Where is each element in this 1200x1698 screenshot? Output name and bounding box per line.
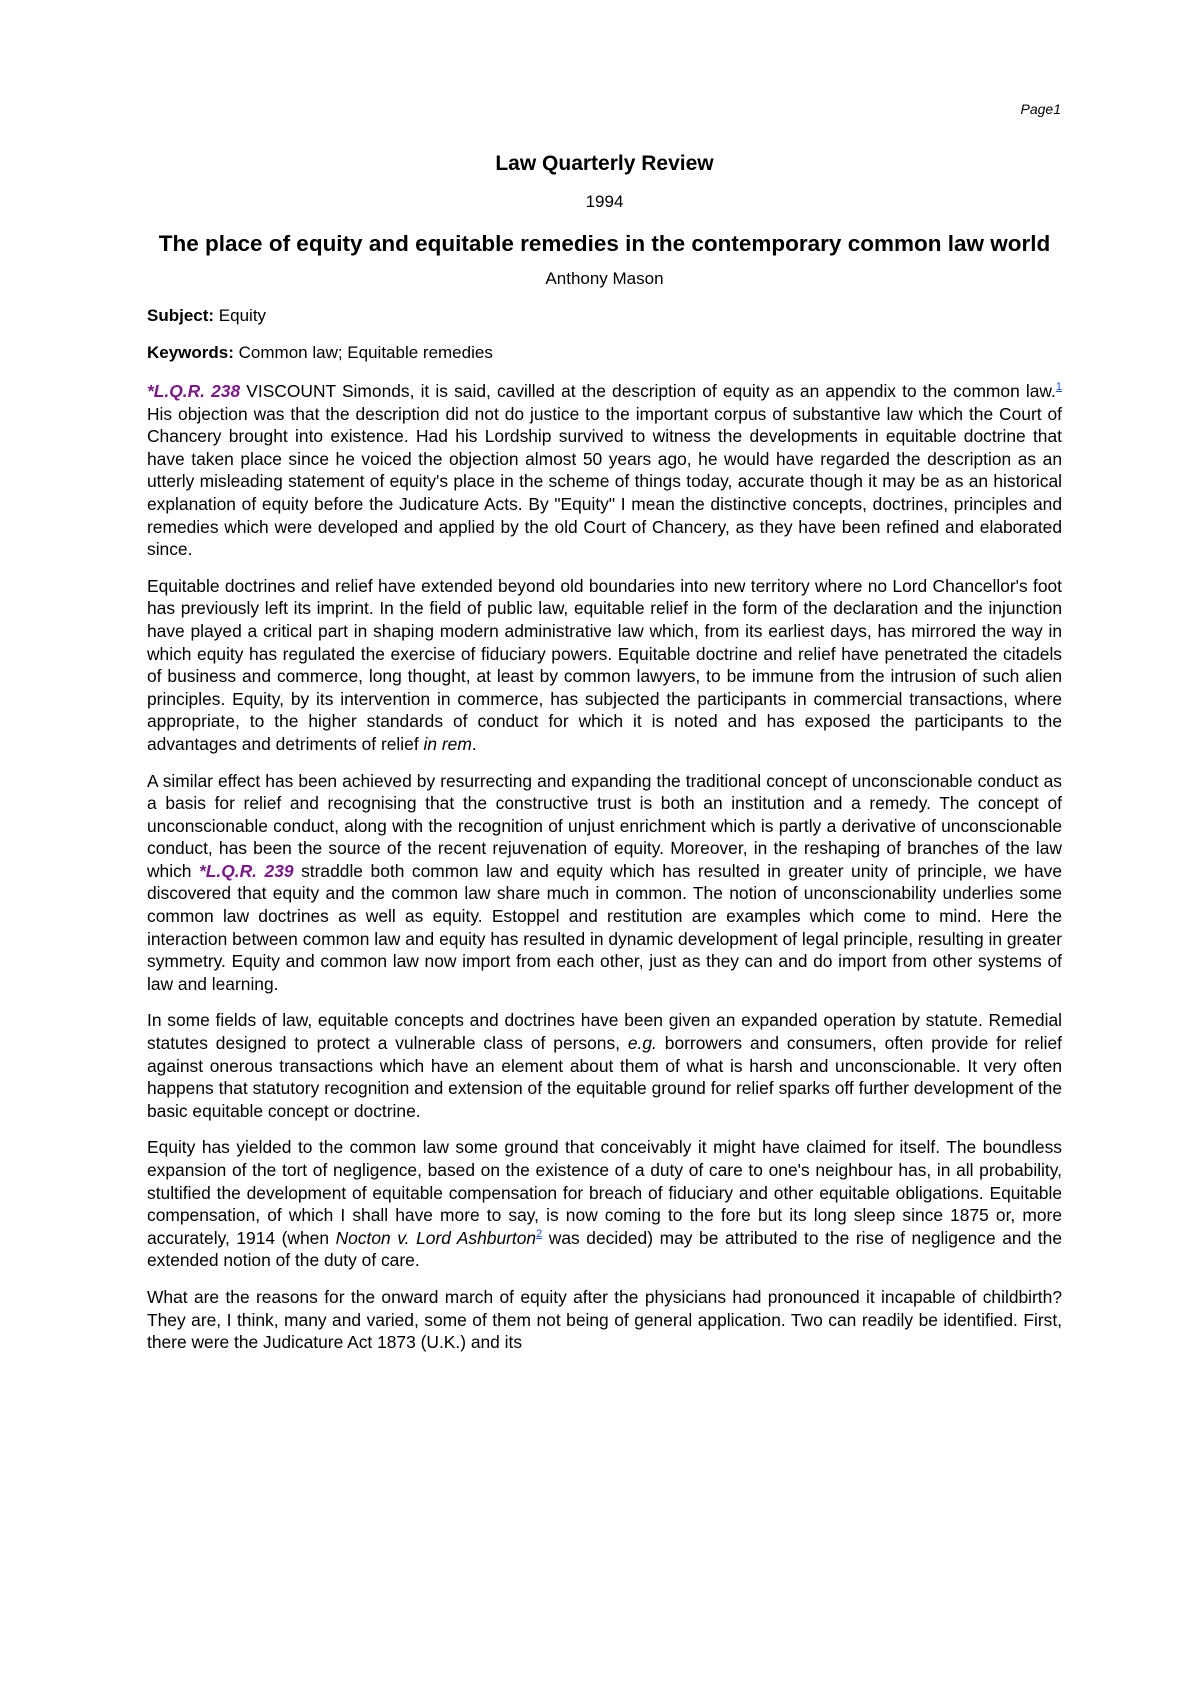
page-reference-238[interactable]: *L.Q.R. 238 bbox=[147, 381, 241, 401]
page-reference-239[interactable]: *L.Q.R. 239 bbox=[199, 860, 294, 881]
article-author: Anthony Mason bbox=[545, 269, 664, 288]
journal-name: Law Quarterly Review bbox=[495, 152, 714, 175]
paragraph-1-text-a: VISCOUNT Simonds, it is said, cavilled at the description of equity as an appendix to the common law. bbox=[246, 381, 1056, 401]
document-body bbox=[147, 152, 1062, 1368]
paragraph-1 bbox=[147, 380, 1062, 561]
paragraph-5-text-a: Equity has yielded to the common law some ground that conceivably it might have claimed for itself. The boundless expansion of the tort of negligence, based on the existence of a duty of care to one's neighbour has, in all probability, stultified the development of equitable compensation for breach of fiduciary and other equitable obligations. Equitable compensation, of which I shall have more to say, is now coming to the fore but its long sleep since 1875 or, more accurately, 1914 (when bbox=[147, 1137, 1062, 1248]
keywords-line bbox=[147, 343, 1062, 363]
paragraph-3 bbox=[147, 770, 1062, 996]
keywords-label: Keywords: bbox=[147, 343, 234, 362]
paragraph-2-italic: in rem bbox=[423, 733, 472, 754]
paragraph-5-italic: Nocton v. Lord Ashburton bbox=[335, 1227, 537, 1248]
page-number: Page1 bbox=[1020, 101, 1061, 117]
paragraph-2-text-a: Equitable doctrines and relief have extended beyond old boundaries into new territory where no Lord Chancellor's foot has previously left its imprint. In the field of public law, equitable relief in the form of the declaration and the injunction have played a critical part in shaping modern administrative law which, from its earliest days, has mirrored the way in which equity has regulated the exercise of fiduciary powers. Equitable doctrine and relief have penetrated the citadels of business and commerce, long thought, at least by common lawyers, to be immune from the intrusion of such alien principles. Equity, by its intervention in commerce, has subjected the participants in commercial transactions, where appropriate, to the higher standards of conduct for which it is noted and has exposed the participants to the advantages and detriments of relief bbox=[147, 575, 1062, 754]
footnote-link-1[interactable]: 1 bbox=[1055, 381, 1062, 394]
paragraph-2 bbox=[147, 575, 1062, 756]
paragraph-4-italic: e.g. bbox=[627, 1033, 657, 1054]
subject-label: Subject: bbox=[147, 306, 215, 325]
subject-line bbox=[147, 306, 1062, 326]
article-title: The place of equity and equitable remedies in the contemporary common law world bbox=[158, 231, 1051, 256]
footnote-link-2[interactable]: 2 bbox=[536, 1227, 543, 1240]
paragraph-6-text-a: What are the reasons for the onward march of equity after the physicians had pronounced it incapable of childbirth? They are, I think, many and varied, some of them not being of general application. Two can readily be identified. First, there were the Judicature Act 1873 (U.K.) and its bbox=[147, 1286, 1062, 1353]
paragraph-4 bbox=[147, 1009, 1062, 1122]
paragraph-3-text-a: A similar effect has been achieved by resurrecting and expanding the traditional concept of unconscionable conduct as a basis for relief and recognising that the constructive trust is both an institution and a remedy. The concept of unconscionable conduct, along with the recognition of unjust enrichment which is partly a derivative of unconscionable conduct, has been the source of the recent rejuvenation of equity. Moreover, in the reshaping of branches of the law which bbox=[147, 770, 1062, 881]
paragraph-3-text-b: straddle both common law and equity which has resulted in greater unity of principle, we have discovered that equity and the common law share much in common. The notion of unconscionability underlies some common law doctrines as well as equity. Estoppel and restitution are examples which come to mind. Here the interaction between common law and equity has resulted in dynamic development of legal principle, resulting in greater symmetry. Equity and common law now import from each other, just as they can and do import from other systems of law and learning. bbox=[147, 860, 1062, 994]
paragraph-4-text-b: borrowers and consumers, often provide for relief against onerous transactions which have an element about them of what is harsh and unconscionable. It very often happens that statutory recognition and extension of the equitable ground for relief sparks off further development of the basic equitable concept or doctrine. bbox=[147, 1033, 1063, 1121]
publication-year: 1994 bbox=[585, 192, 624, 211]
paragraph-4-text-a: In some fields of law, equitable concepts and doctrines have been given an expanded operation by statute. Remedial statutes designed to protect a vulnerable class of persons, bbox=[147, 1010, 1062, 1054]
paragraph-6 bbox=[147, 1286, 1062, 1354]
paragraph-2-text-b: . bbox=[471, 733, 477, 754]
paragraph-5-text-b: was decided) may be attributed to the rise of negligence and the extended notion of the duty of care. bbox=[147, 1227, 1063, 1271]
subject-value: Equity bbox=[218, 306, 267, 325]
paragraph-5 bbox=[147, 1136, 1062, 1272]
paragraph-1-text-b: His objection was that the description did not do justice to the important corpus of substantive law which the Court of Chancery brought into existence. Had his Lordship survived to witness the developments in equitable doctrine that have taken place since he voiced the objection almost 50 years ago, he would have regarded the description as an utterly misleading statement of equity's place in the scheme of things today, accurate though it may be as an historical explanation of equity before the Judicature Acts. By "Equity" I mean the distinctive concepts, doctrines, principles and remedies which were developed and applied by the old Court of Chancery, as they have been refined and elaborated since. bbox=[147, 403, 1062, 560]
keywords-value: Common law; Equitable remedies bbox=[238, 343, 493, 362]
